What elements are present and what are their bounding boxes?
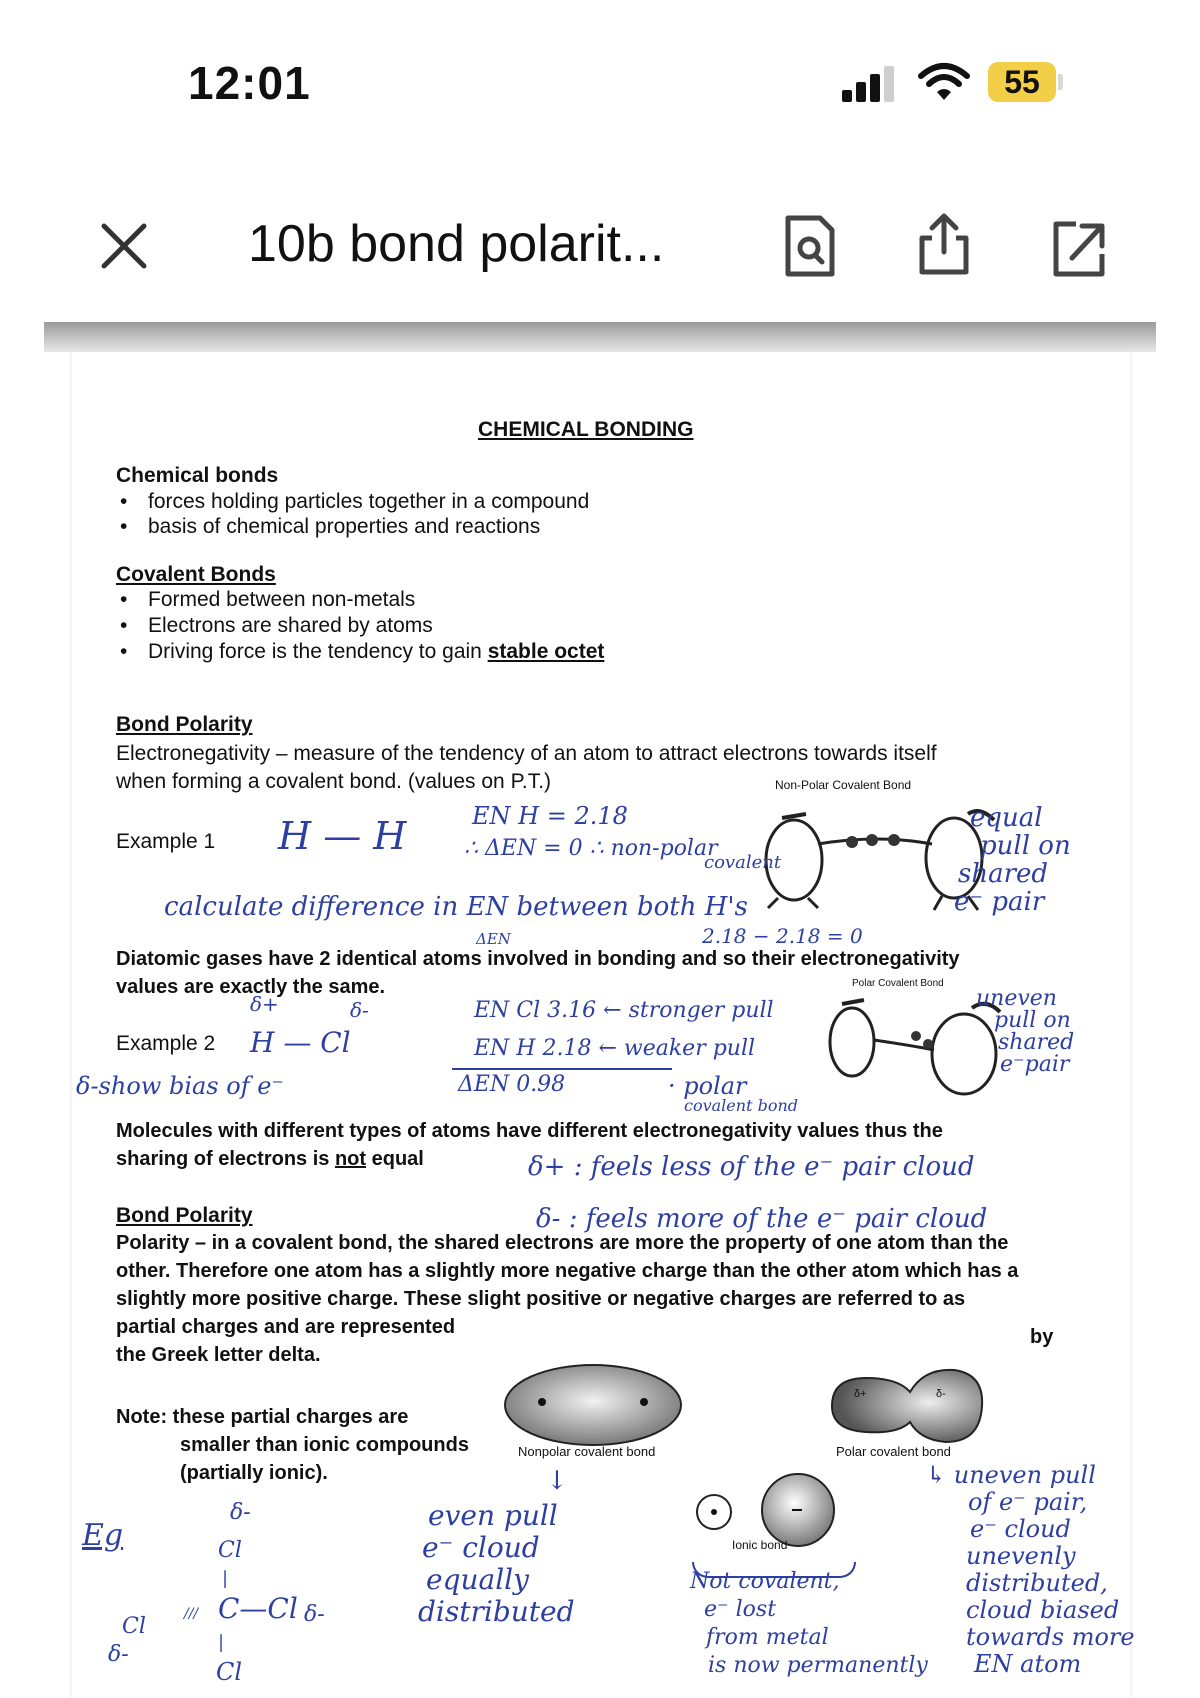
polarity-text: other. Therefore one atom has a slightly more negative charge than the other atom which has a: [116, 1260, 1019, 1282]
example-1-label: Example 1: [116, 830, 216, 853]
molecules-text: [116, 1148, 424, 1171]
ionic-bond-caption: Ionic bond: [732, 1538, 788, 1552]
hw-calculate: calculate difference in EN between both H's: [164, 892, 748, 922]
polarity-text: slightly more positive charge. These slight positive or negative charges are referred to as: [116, 1288, 966, 1310]
polar-covalent-caption: Polar covalent bond: [836, 1444, 951, 1459]
example-1-formula: H — H: [278, 814, 407, 858]
molecules-text: Molecules with different types of atoms have different electronegativity values thus the: [116, 1120, 943, 1142]
hw-en-h2: EN H 2.18 ← weaker pull: [474, 1036, 756, 1061]
hw-uneven-note: [976, 988, 1074, 1076]
hw-line: EN atom: [974, 1650, 1082, 1678]
find-in-document-icon[interactable]: [782, 214, 838, 278]
note-text: smaller than ionic compounds: [180, 1434, 469, 1456]
hw-calc-result: 2.18 − 2.18 = 0: [702, 924, 863, 948]
note-text: Note: these partial charges are: [116, 1406, 409, 1428]
hw-line: towards more: [966, 1623, 1135, 1651]
status-time: 12:01: [188, 57, 311, 109]
example-2-label: Example 2: [116, 1032, 216, 1055]
hw-line: e⁻ lost: [704, 1597, 777, 1622]
hw-delta-minus: δ-: [304, 1602, 325, 1627]
hw-line: distributed: [418, 1595, 575, 1628]
hw-uneven-pull-note: [926, 1462, 1135, 1678]
hw-c-cl: C—Cl: [218, 1592, 298, 1625]
hw-line: distributed,: [966, 1569, 1108, 1597]
hw-line: e⁻pair: [1000, 1052, 1070, 1077]
hw-feels-more: δ- : feels more of the e⁻ pair cloud: [536, 1204, 988, 1234]
molecules-text-part: equal: [366, 1148, 424, 1170]
hw-line: shared: [998, 1030, 1075, 1055]
share-icon[interactable]: [916, 212, 972, 276]
hw-bias-note: δ-show bias of e⁻: [76, 1072, 285, 1100]
hw-delta-en-zero: ∴ ΔEN = 0 ∴ non-polar: [464, 836, 718, 861]
hw-line: equal: [970, 803, 1043, 833]
polarity-text-by: by: [1030, 1326, 1054, 1348]
covalent-title: Covalent Bonds: [116, 563, 276, 586]
hw-bond-vertical: |: [222, 1568, 229, 1589]
document-page: [72, 352, 1135, 1698]
hw-line: ↳ uneven pull: [926, 1461, 1096, 1489]
hw-cl-bottom: Cl: [216, 1658, 243, 1686]
hw-wedge-bond: ///: [184, 1606, 199, 1622]
list-item: • forces holding particles together in a compound: [148, 490, 589, 514]
hw-line: cloud biased: [966, 1596, 1120, 1624]
hw-not-covalent-note: [690, 1568, 928, 1680]
close-icon[interactable]: [98, 220, 150, 272]
hw-line: e⁻ pair: [954, 887, 1045, 917]
hw-even-note: [418, 1499, 575, 1628]
polarity-text: Polarity – in a covalent bond, the shared electrons are more the property of one atom than the: [116, 1232, 1009, 1254]
toolbar-shadow: [44, 322, 1156, 352]
hw-en-h: EN H = 2.18: [472, 802, 628, 830]
hw-line: of e⁻ pair,: [968, 1488, 1088, 1516]
hw-line: pull on: [980, 831, 1071, 861]
hw-line: e⁻ cloud: [422, 1531, 540, 1564]
not-word: not: [334, 1148, 367, 1170]
hw-en-cl: EN Cl 3.16 ← stronger pull: [474, 998, 774, 1023]
list-item-text: Driving force is the tendency to gain: [148, 640, 488, 663]
hw-polar: · polar: [668, 1072, 747, 1100]
open-external-icon[interactable]: [1050, 218, 1106, 282]
hw-delta-en-row: ΔEN 0.98: [458, 1072, 566, 1097]
hw-line: unevenly: [966, 1542, 1076, 1570]
nonpolar-cloud-diagram: [502, 1360, 684, 1450]
hw-delta-minus: δ-: [350, 998, 369, 1022]
hw-covalent: covalent: [704, 852, 782, 873]
doc-heading: CHEMICAL BONDING: [478, 418, 694, 441]
wifi-icon: [918, 62, 970, 102]
hw-line: e⁻ cloud: [970, 1515, 1071, 1543]
cell-signal-icon: [842, 64, 898, 102]
hw-line: equally: [426, 1563, 529, 1596]
polar-caption: Polar Covalent Bond: [852, 978, 944, 989]
electronegativity-text: when forming a covalent bond. (values on P.T.): [116, 770, 552, 793]
chem-bonds-title: Chemical bonds: [116, 464, 279, 487]
electronegativity-text: Electronegativity – measure of the tendency of an atom to attract electrons towards itself: [116, 742, 937, 765]
hw-polar-covalent: covalent bond: [684, 1096, 798, 1115]
delta-plus-label: δ+: [854, 1388, 867, 1400]
document-title: 10b bond polarit...: [248, 215, 665, 273]
hw-delta-plus: δ+: [250, 992, 279, 1016]
hw-underline: [452, 1068, 672, 1070]
list-item: • Electrons are shared by atoms: [148, 614, 433, 638]
delta-minus-label: δ-: [936, 1388, 946, 1400]
hw-line: is now permanently: [708, 1653, 928, 1678]
battery-indicator: 55: [988, 62, 1056, 102]
hw-feels-less: δ+ : feels less of the e⁻ pair cloud: [528, 1152, 975, 1182]
nonpolar-covalent-caption: Nonpolar covalent bond: [518, 1444, 656, 1459]
hw-delta-minus: δ-: [108, 1642, 129, 1667]
hw-line: pull on: [994, 1008, 1071, 1033]
hw-cl-left: Cl: [122, 1614, 146, 1639]
hw-line: from metal: [706, 1625, 829, 1650]
hw-line: uneven: [976, 986, 1057, 1011]
hw-line: even pull: [428, 1499, 558, 1532]
nonpolar-caption: Non-Polar Covalent Bond: [775, 778, 912, 792]
list-item: • basis of chemical properties and reactions: [148, 515, 540, 539]
hw-equal-note: [954, 803, 1071, 917]
hw-delta-minus: δ-: [230, 1500, 251, 1525]
polarity-text: partial charges and are represented: [116, 1316, 456, 1338]
example-2-formula: H — Cl: [250, 1026, 351, 1059]
list-item: • Formed between non-metals: [148, 588, 415, 612]
hw-delta-en-small: ΔEN: [476, 930, 511, 948]
bond-polarity-title-2: Bond Polarity: [116, 1204, 253, 1227]
hw-bond-vertical: |: [218, 1632, 225, 1653]
molecules-text-part: sharing of electrons is: [116, 1148, 335, 1170]
note-text: (partially ionic).: [180, 1462, 328, 1484]
bond-polarity-title: Bond Polarity: [116, 713, 253, 736]
polarity-text: the Greek letter delta.: [116, 1344, 321, 1366]
hw-arrow-down: ↓: [546, 1466, 568, 1496]
list-item: [148, 640, 604, 664]
hw-cl-top: Cl: [218, 1538, 242, 1563]
diatomic-text: Diatomic gases have 2 identical atoms involved in bonding and so their electronegativity: [116, 948, 960, 970]
hw-line: Not covalent,: [690, 1569, 840, 1594]
hw-eg: Eg: [82, 1518, 124, 1553]
hw-line: shared: [958, 859, 1049, 889]
diatomic-text: values are exactly the same.: [116, 976, 386, 998]
polar-cloud-diagram: [828, 1364, 984, 1446]
stable-octet: stable octet: [487, 640, 605, 663]
battery-nub: [1058, 74, 1063, 90]
